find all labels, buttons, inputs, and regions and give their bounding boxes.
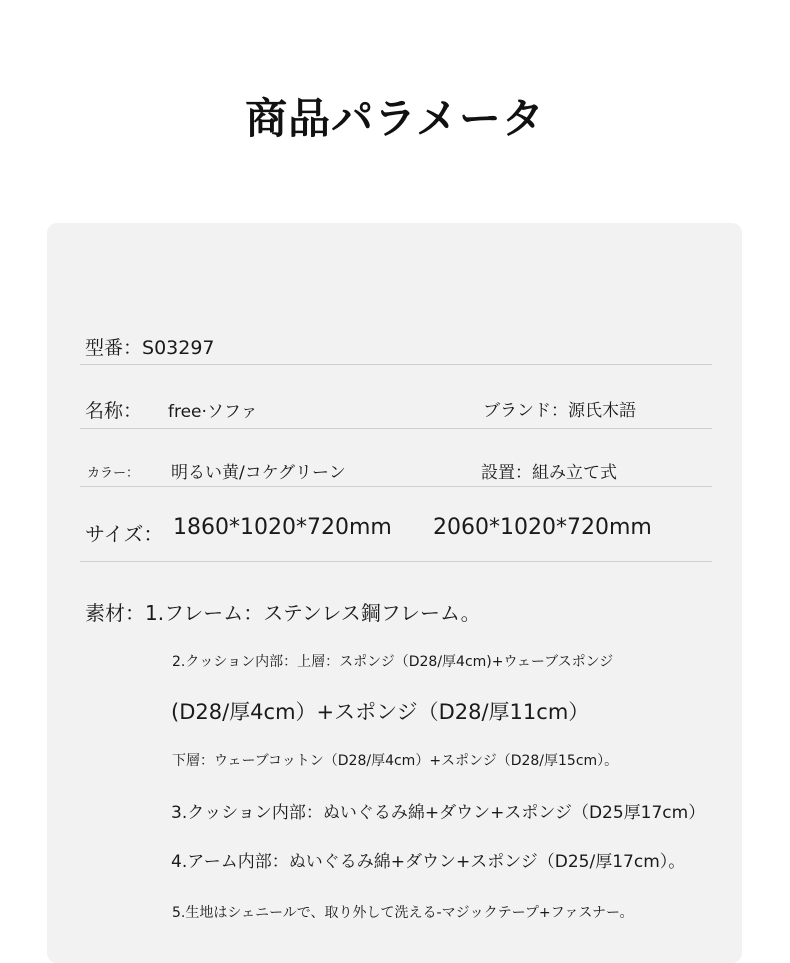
materials-line-4: 下層：ウェーブコットン（D28/厚4cm）+スポンジ（D28/厚15cm）。	[172, 753, 619, 769]
size-value-2: 2060*1020*720mm	[433, 515, 652, 540]
name-value: free·ソファ	[168, 402, 258, 422]
materials-line-5: 3.クッション内部：ぬいぐるみ綿+ダウン+スポンジ（D25厚17cm）	[171, 803, 706, 823]
divider	[80, 486, 712, 487]
divider	[80, 428, 712, 429]
size-value-1: 1860*1020*720mm	[173, 515, 392, 540]
size-label: サイズ：	[85, 522, 164, 546]
spec-row-brand	[483, 396, 636, 421]
color-label: カラー：	[87, 466, 140, 481]
materials-line-2: 2.クッション内部：上層：スポンジ（D28/厚4cm)+ウェーブスポンジ	[172, 654, 614, 670]
materials-label: 素材：	[85, 601, 145, 625]
install-label: 設置：	[481, 463, 532, 483]
name-label: 名称：	[85, 400, 143, 422]
page-title: 商品パラメータ	[245, 94, 545, 143]
spec-card	[47, 223, 742, 963]
materials-line-6: 4.アーム内部：ぬいぐるみ綿+ダウン+スポンジ（D25/厚17cm）。	[171, 852, 686, 872]
spec-row-install	[481, 458, 617, 483]
materials-line-7: 5.生地はシェニールで、取り外して洗える-マジックテープ+ファスナー。	[172, 905, 634, 921]
materials-line-1: 1.フレーム：ステンレス鋼フレーム。	[145, 601, 481, 625]
brand-label: ブランド：	[483, 401, 568, 421]
model-value: S03297	[142, 337, 215, 359]
divider	[80, 364, 712, 365]
brand-value: 源氏木語	[568, 401, 636, 421]
materials-row	[85, 597, 481, 626]
divider	[80, 561, 712, 562]
model-label: 型番：	[85, 337, 143, 359]
spec-row-model	[85, 333, 215, 360]
color-value: 明るい黄/コケグリーン	[171, 463, 346, 483]
install-value: 組み立て式	[532, 463, 617, 483]
materials-line-3: (D28/厚4cm）+スポンジ（D28/厚11cm）	[171, 700, 590, 724]
